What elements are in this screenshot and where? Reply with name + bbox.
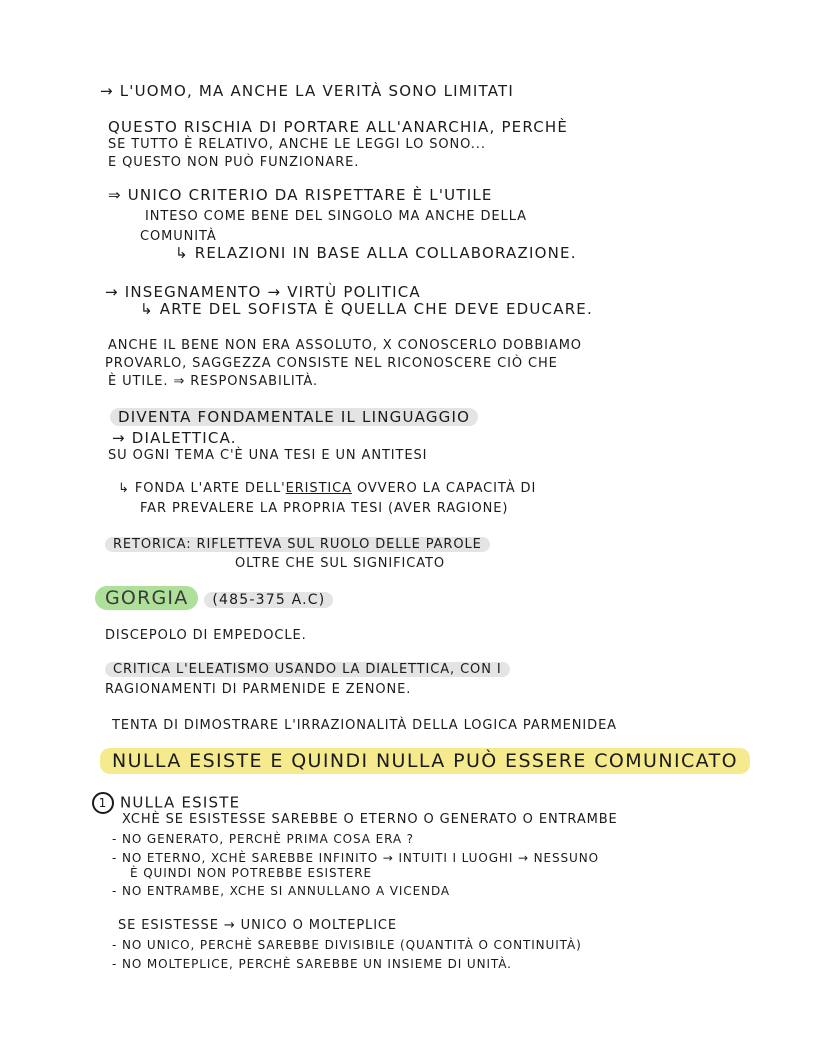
note-line: - NO GENERATO, PERCHÈ PRIMA COSA ERA ? bbox=[112, 832, 414, 846]
note-line: E QUESTO NON PUÒ FUNZIONARE. bbox=[108, 155, 360, 170]
note-line: → DIALETTICA. bbox=[112, 429, 237, 447]
note-line: SE TUTTO È RELATIVO, ANCHE LE LEGGI LO SONO... bbox=[108, 137, 486, 152]
note-line: OLTRE CHE SUL SIGNIFICATO bbox=[235, 556, 446, 571]
note-line: XCHÈ SE ESISTESSE SAREBBE O ETERNO O GENERATO O ENTRAMBE bbox=[122, 812, 618, 827]
note-line: SU OGNI TEMA C'È UNA TESI E UN ANTITESI bbox=[108, 448, 428, 463]
note-line: RETORICA: RIFLETTEVA SUL RUOLO DELLE PAROLE bbox=[105, 537, 490, 552]
thesis-highlight: NULLA ESISTE E QUINDI NULLA PUÒ ESSERE COMUNICATO bbox=[100, 750, 750, 772]
note-line: ⇒ UNICO CRITERIO DA RISPETTARE È L'UTILE bbox=[108, 186, 493, 204]
note-line: 1 NULLA ESISTE bbox=[92, 792, 240, 814]
note-line: COMUNITÀ bbox=[140, 229, 217, 244]
note-line: ANCHE IL BENE NON ERA ASSOLUTO, X CONOSCERLO DOBBIAMO bbox=[108, 338, 582, 353]
note-line: CRITICA L'ELEATISMO USANDO LA DIALETTICA, CON I bbox=[105, 662, 510, 677]
note-line: DIVENTA FONDAMENTALE IL LINGUAGGIO bbox=[110, 408, 478, 426]
note-line: INTESO COME BENE DEL SINGOLO MA ANCHE DELLA bbox=[145, 209, 527, 224]
note-line: → L'UOMO, MA ANCHE LA VERITÀ SONO LIMITATI bbox=[100, 82, 515, 100]
note-line: FAR PREVALERE LA PROPRIA TESI (AVER RAGIONE) bbox=[140, 501, 509, 516]
section-title-gorgia: GORGIA (485-375 A.C) bbox=[95, 587, 333, 609]
note-line: DISCEPOLO DI EMPEDOCLE. bbox=[105, 628, 307, 643]
note-line: È QUINDI NON POTREBBE ESISTERE bbox=[130, 866, 372, 880]
note-line: PROVARLO, SAGGEZZA CONSISTE NEL RICONOSCERE CIÒ CHE bbox=[105, 356, 558, 371]
note-line: ↳ FONDA L'ARTE DELL'ERISTICA OVVERO LA CAPACITÀ DI bbox=[118, 481, 537, 496]
note-line: - NO ETERNO, XCHÈ SAREBBE INFINITO → INTUITI I LUOGHI → NESSUNO bbox=[112, 851, 599, 865]
note-line: QUESTO RISCHIA DI PORTARE ALL'ANARCHIA, PERCHÈ bbox=[108, 118, 569, 136]
note-line: - NO ENTRAMBE, XCHE SI ANNULLANO A VICENDA bbox=[112, 884, 451, 898]
note-line: ↳ ARTE DEL SOFISTA È QUELLA CHE DEVE EDUCARE. bbox=[140, 300, 593, 318]
note-line: RAGIONAMENTI DI PARMENIDE E ZENONE. bbox=[105, 682, 412, 697]
note-line: SE ESISTESSE → UNICO O MOLTEPLICE bbox=[118, 918, 398, 933]
note-line: → INSEGNAMENTO → VIRTÙ POLITICA bbox=[105, 283, 421, 301]
note-line: - NO MOLTEPLICE, PERCHÈ SAREBBE UN INSIEME DI UNITÀ. bbox=[112, 957, 512, 971]
note-line: È UTILE. ⇒ RESPONSABILITÀ. bbox=[108, 374, 319, 389]
note-line: TENTA DI DIMOSTRARE L'IRRAZIONALITÀ DELLA LOGICA PARMENIDEA bbox=[112, 718, 617, 733]
number-one-badge: 1 bbox=[92, 792, 114, 814]
note-line: - NO UNICO, PERCHÈ SAREBBE DIVISIBILE (QUANTITÀ O CONTINUITÀ) bbox=[112, 938, 582, 952]
note-line: ↳ RELAZIONI IN BASE ALLA COLLABORAZIONE. bbox=[175, 244, 577, 262]
eristica-term: ERISTICA bbox=[285, 481, 352, 496]
